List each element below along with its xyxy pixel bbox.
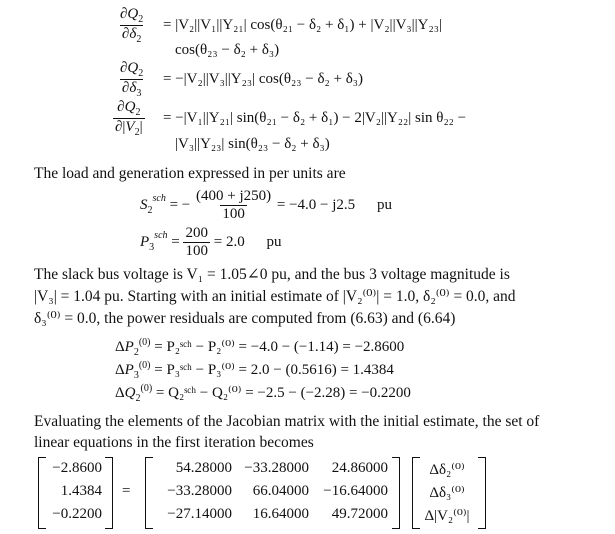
paragraph-jacobian-line1: Evaluating the elements of the Jacobian matrix with the initial estimate, the set of	[34, 413, 540, 430]
lhs-bracket-left	[38, 457, 46, 529]
paragraph-jacobian-line2: linear equations in the first iteration becomes	[34, 434, 314, 451]
jacobian-cell: 66.04000	[252, 483, 309, 499]
paragraph-load-generation: The load and generation expressed in per units are	[34, 165, 346, 182]
jacobian-cell: −33.28000	[244, 460, 309, 476]
p3-result: = 2.0	[213, 233, 245, 250]
lhs-bracket-right	[105, 457, 113, 529]
jacobian-cell: −33.28000	[167, 483, 232, 499]
unknowns-bracket-left	[412, 457, 420, 529]
s2-unit: pu	[376, 196, 392, 213]
paragraph-slack-line2: |V₃| = 1.04 pu. Starting with an initial estimate of |V₂⁽⁰⁾| = 1.0, δ₂⁽⁰⁾ = 0.0, and	[34, 288, 516, 305]
dq2-dd3-lhs: $\frac{\partial Q_2}{\partial\delta_3}$	[120, 60, 144, 99]
paragraph-slack-line3: δ₃⁽⁰⁾ = 0.0, the power residuals are computed from (6.63) and (6.64)	[34, 310, 456, 327]
s2-equation: $S_2^{sch}$ = − $\frac{(400 + j250)}{100}$ = −4.0 − j2.5 pu	[140, 188, 392, 222]
residual-dp3: $\Delta P_3^{(0)}$ = P₃ˢᶜʰ − P₃⁽⁰⁾ = 2.0 − (0.5616) = 1.4384	[115, 360, 394, 381]
lhs-value: −0.2200	[52, 506, 102, 522]
jacobian-bracket-right	[392, 457, 400, 529]
residual-dp2: $\Delta P_2^{(0)}$ = P₂ˢᶜʰ − P₂⁽⁰⁾ = −4.0 − (−1.14) = −2.8600	[115, 337, 405, 358]
p3-numerator: 200	[185, 225, 208, 241]
unknown-delta-delta2: Δδ₂⁽⁰⁾	[429, 462, 465, 478]
equals-sign: =	[122, 483, 131, 499]
p3-denominator: 100	[185, 243, 208, 259]
unknown-delta-delta3: Δδ₃⁽⁰⁾	[429, 485, 465, 501]
unknown-delta-v2: Δ|V₂⁽⁰⁾|	[424, 508, 470, 524]
dq2-dd2-lhs: $\frac{\partial Q_2}{\partial\delta_2}$	[120, 6, 144, 45]
s2-denominator: 100	[222, 206, 245, 222]
jacobian-cell: 16.64000	[252, 506, 309, 522]
p3-equation: $P_3^{sch}$ = $\frac{200}{100}$ = 2.0 pu	[140, 225, 282, 259]
lhs-value: 1.4384	[60, 483, 102, 499]
paragraph-slack-line1: The slack bus voltage is V₁ = 1.05∠0 pu, and the bus 3 voltage magnitude is	[34, 266, 510, 283]
jacobian-cell: 24.86000	[331, 460, 388, 476]
jacobian-cell: −27.14000	[167, 506, 232, 522]
dq2-dv2-rhs-line2: |V₃||Y₂₃| sin(θ₂₃ − δ₂ + δ₃)	[175, 136, 330, 152]
dq2-dd2-rhs-line1: = |V₂||V₁||Y₂₁| cos(θ₂₁ − δ₂ + δ₁) + |V₂||V₃||Y₂₃|	[163, 17, 442, 33]
unknowns-bracket-right	[478, 457, 486, 529]
dq2-dd3-rhs: = −|V₂||V₃||Y₂₃| cos(θ₂₃ − δ₂ + δ₃)	[163, 71, 363, 87]
lhs-value: −2.8600	[52, 460, 102, 476]
residual-dq2: $\Delta Q_2^{(0)}$ = Q₂ˢᶜʰ − Q₂⁽⁰⁾ = −2.5 − (−2.28) = −0.2200	[115, 383, 411, 404]
s2-result: = −4.0 − j2.5	[276, 196, 356, 213]
dq2-dv2-rhs-line1: = −|V₁||Y₂₁| sin(θ₂₁ − δ₂ + δ₁) − 2|V₂||Y₂₂| sin θ₂₂ −	[163, 110, 467, 126]
s2-numerator: (400 + j250)	[196, 188, 272, 204]
jacobian-bracket-left	[145, 457, 153, 529]
jacobian-cell: 49.72000	[331, 506, 388, 522]
p3-unit: pu	[266, 233, 282, 250]
jacobian-cell: −16.64000	[323, 483, 388, 499]
dq2-dv2-lhs: $\frac{\partial Q_2}{\partial|V_2|}$	[115, 99, 143, 138]
dq2-dd2-rhs-line2: cos(θ₂₃ − δ₂ + δ₃)	[175, 42, 280, 58]
jacobian-cell: 54.28000	[175, 460, 232, 476]
